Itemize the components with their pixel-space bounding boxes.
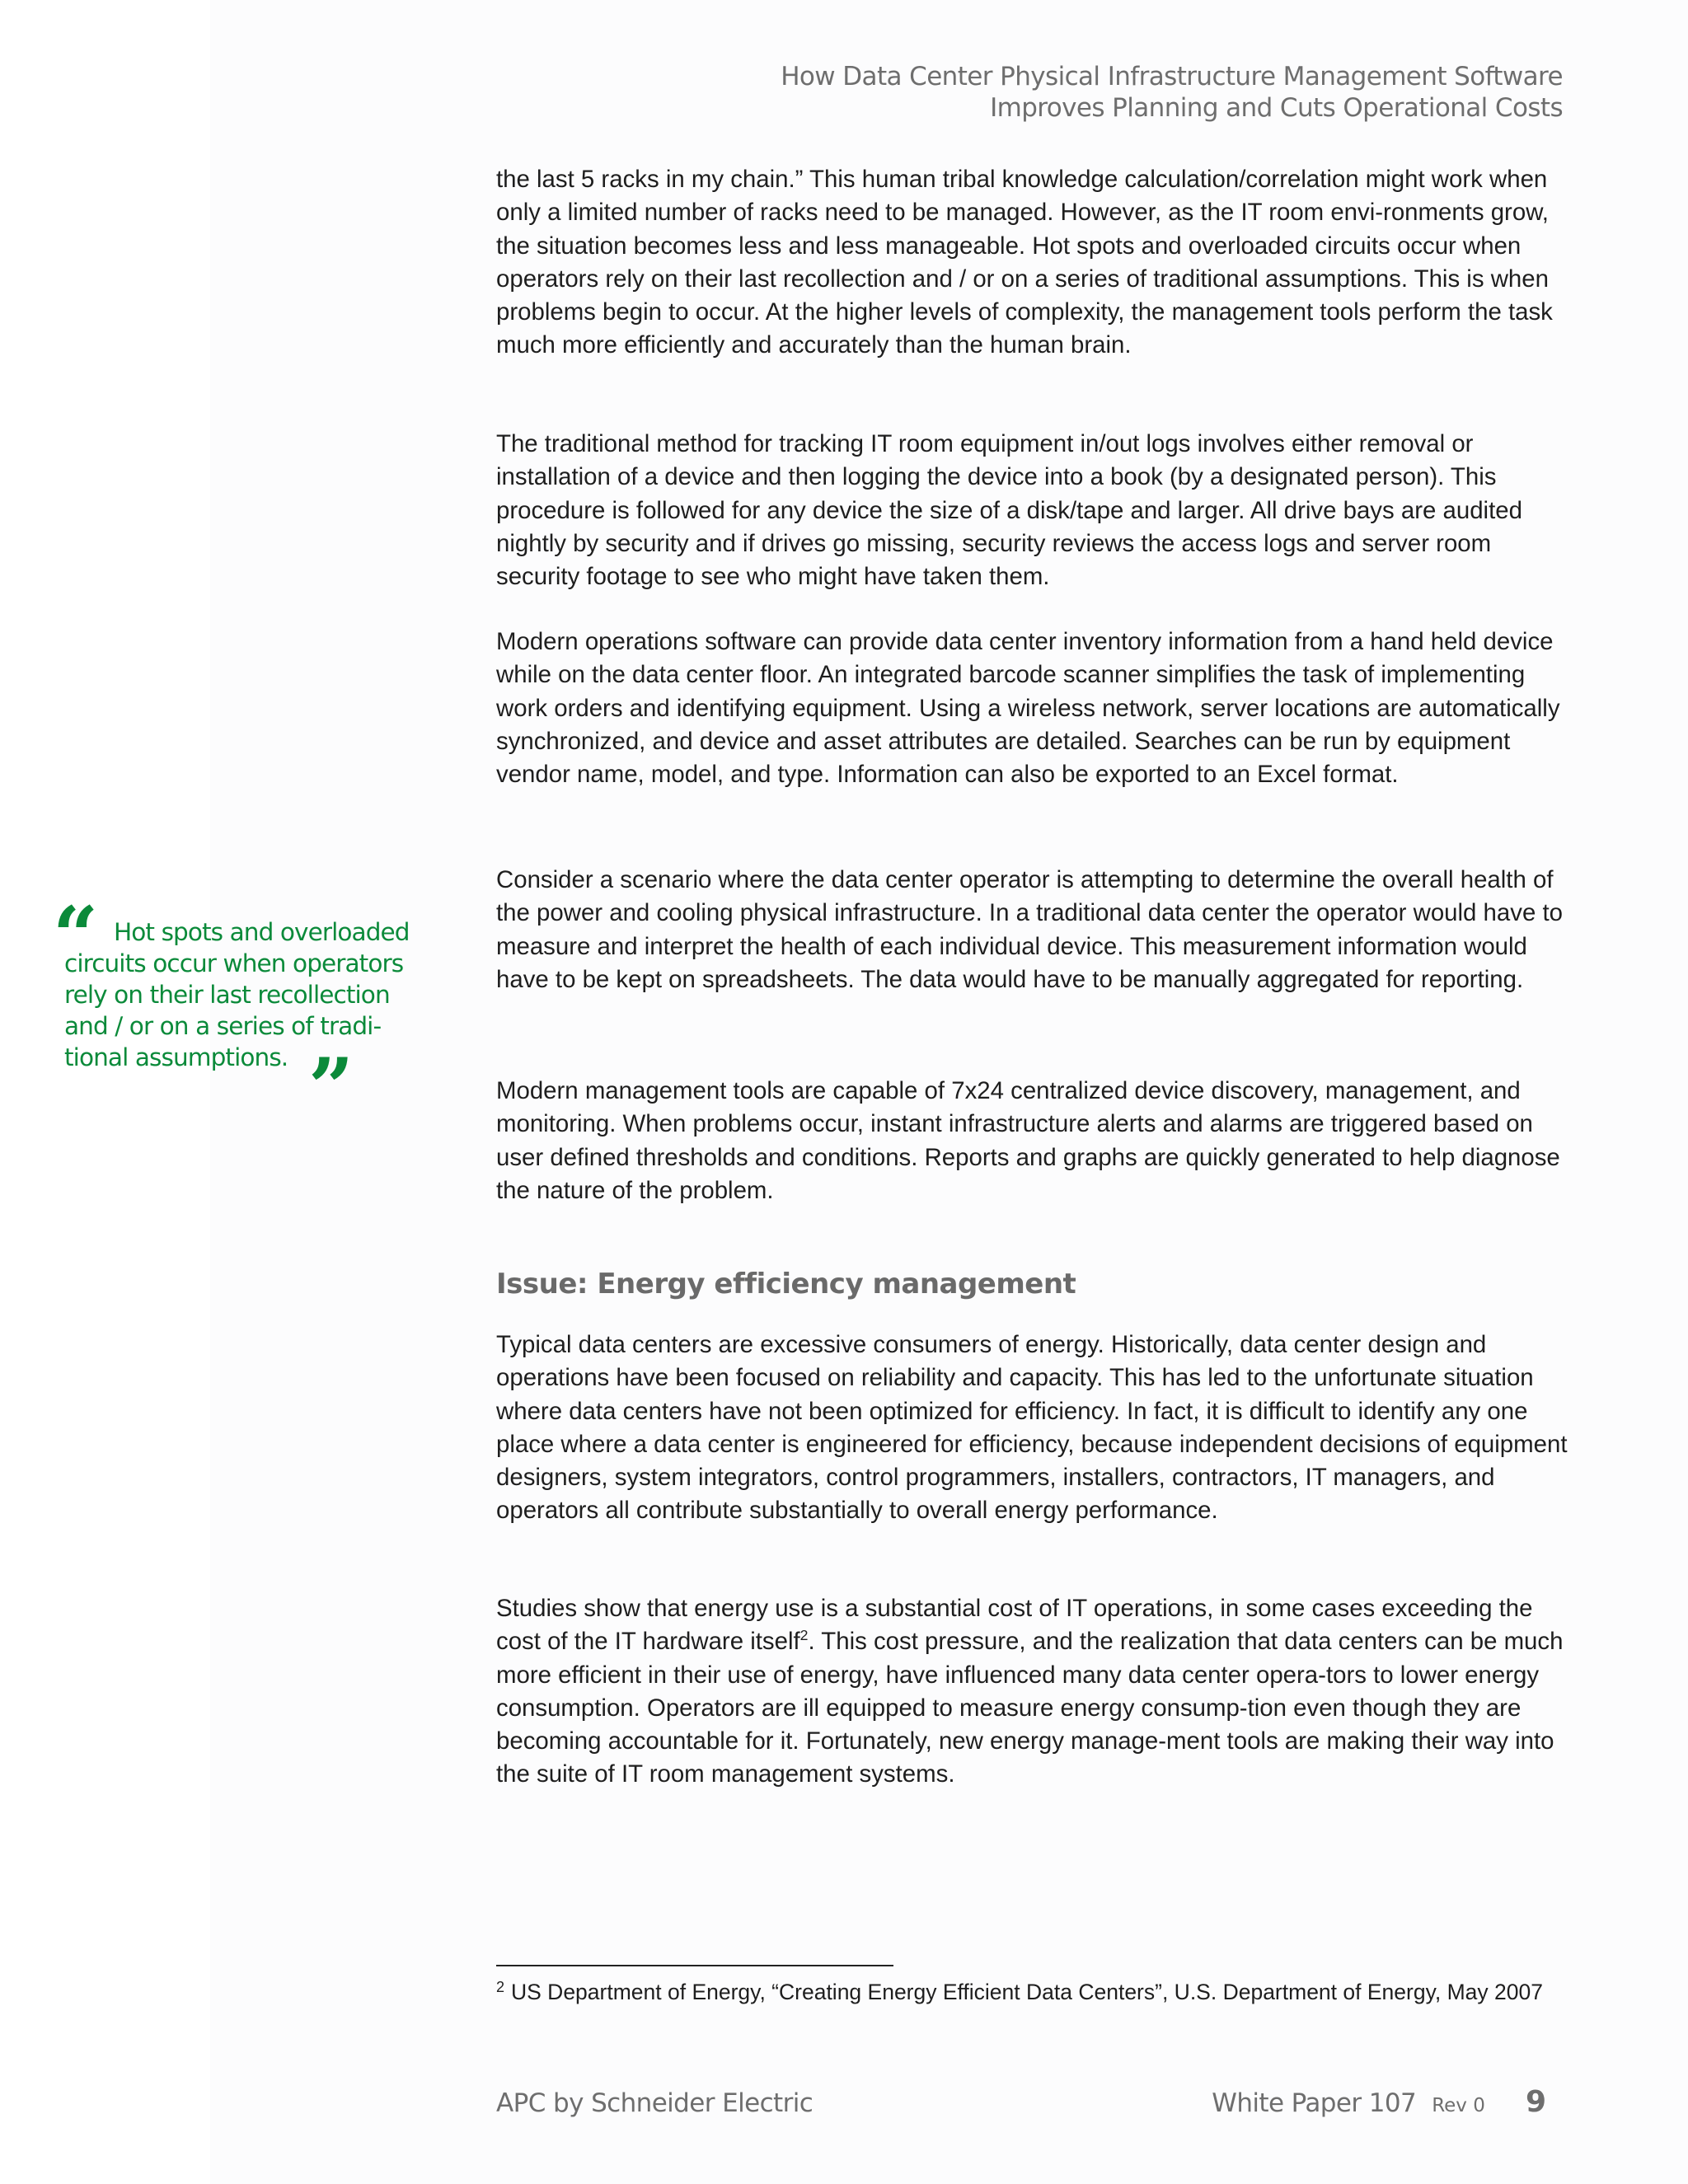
paragraph-energy-consumers: Typical data centers are excessive consumers of energy. Historically, data center design and operations have been focused on reliability and capacity. This has led to the unfortunate situation where data centers have not been optimized for efficiency. In fact, it is difficult to identify any one place where a data center is engineered for efficiency, because independent decisions of equipment designers, system integrators, control programmers, installers, contractors, IT managers, and operators all contribute substantially to overall energy performance. [496,1331,1568,1525]
footer-document-info [1212,2085,1546,2119]
paragraph-modern-management: Modern management tools are capable of 7x24 centralized device discovery, management, and monitoring. When problems occur, instant infrastructure alerts and alarms are triggered based on user defined thresholds and conditions. Reports and graphs are quickly generated to help diagnose the nature of the problem. [496,1077,1560,1204]
header-line-2: Improves Planning and Cuts Operational Costs [990,93,1563,123]
footnote-divider [496,1965,893,1966]
footnote-mark: 2 [496,1979,505,1995]
footer-document-title: White Paper 107 [1212,2088,1417,2118]
paragraph-energy-studies [496,1592,1573,1792]
pull-quote-text: Hot spots and overloaded circuits occur when operators rely on their last recollection and / or on a series of tradi-tional assumptions. [64,918,410,1071]
pull-quote [53,889,435,1134]
footnote-reference: 2 [799,1627,809,1644]
open-quote-mark: “ [53,889,99,982]
footer-brand: APC by Schneider Electric [496,2088,814,2118]
paragraph-traditional-tracking: The traditional method for tracking IT room equipment in/out logs involves either removal or installation of a device and then logging the device into a book (by a designated person). This procedure is followed for any device the size of a disk/tape and larger. All drive bays are audited nightly by security and if drives go missing, security reviews the access logs and server room security footage to see who might have taken them. [496,430,1522,591]
paragraph-energy-studies-part-2: . This cost pressure, and the realization that data centers can be much more efficient in their use of energy, have influenced many data center opera-tors to lower energy consumption. Operators are ill equipped to measure energy consump-tion even though they are becoming accountable for it. Fortunately, new energy manage-ment tools are making their way into the suite of IT room management systems. [496,1628,1564,1788]
paragraph-racks-chain: the last 5 racks in my chain.” This human tribal knowledge calculation/correlation might work when only a limited number of racks need to be managed. However, as the IT room envi-ronments grow, the situation becomes less and less manageable. Hot spots and overloaded circuits occur when operators rely on their last recollection and / or on a series of traditional assumptions. This is when problems begin to occur. At the higher levels of complexity, the management tools perform the task much more efficiently and accurately than the human brain. [496,166,1553,359]
page-number: 9 [1525,2085,1546,2119]
footer-revision: Rev 0 [1432,2095,1485,2116]
paragraph-modern-operations: Modern operations software can provide data center inventory information from a hand held device while on the data center floor. An integrated barcode scanner simplifies the task of implementing work orders and identifying equipment. Using a wireless network, server locations are automatically synchronized, and device and asset attributes are detailed. Searches can be run by equipment vendor name, model, and type. Information can also be exported to an Excel format. [496,628,1560,789]
header-line-1: How Data Center Physical Infrastructure Management Software [781,62,1563,91]
running-header [781,61,1563,124]
section-heading-energy: Issue: Energy efficiency management [496,1268,1076,1301]
close-quote-mark: ” [308,1041,354,1134]
paragraph-energy-studies-part-1: Studies show that energy use is a substantial cost of IT operations, in some cases exceeding the cost of the IT hardware itself [496,1595,1533,1656]
footnote [496,1980,1551,2005]
footnote-text: US Department of Energy, “Creating Energy Efficient Data Centers”, U.S. Department of Energy, May 2007 [511,1980,1543,2004]
paragraph-scenario: Consider a scenario where the data center operator is attempting to determine the overall health of the power and cooling physical infrastructure. In a traditional data center the operator would have to measure and interpret the health of each individual device. This measurement information would have to be kept on spreadsheets. The data would have to be manually aggregated for reporting. [496,866,1563,993]
